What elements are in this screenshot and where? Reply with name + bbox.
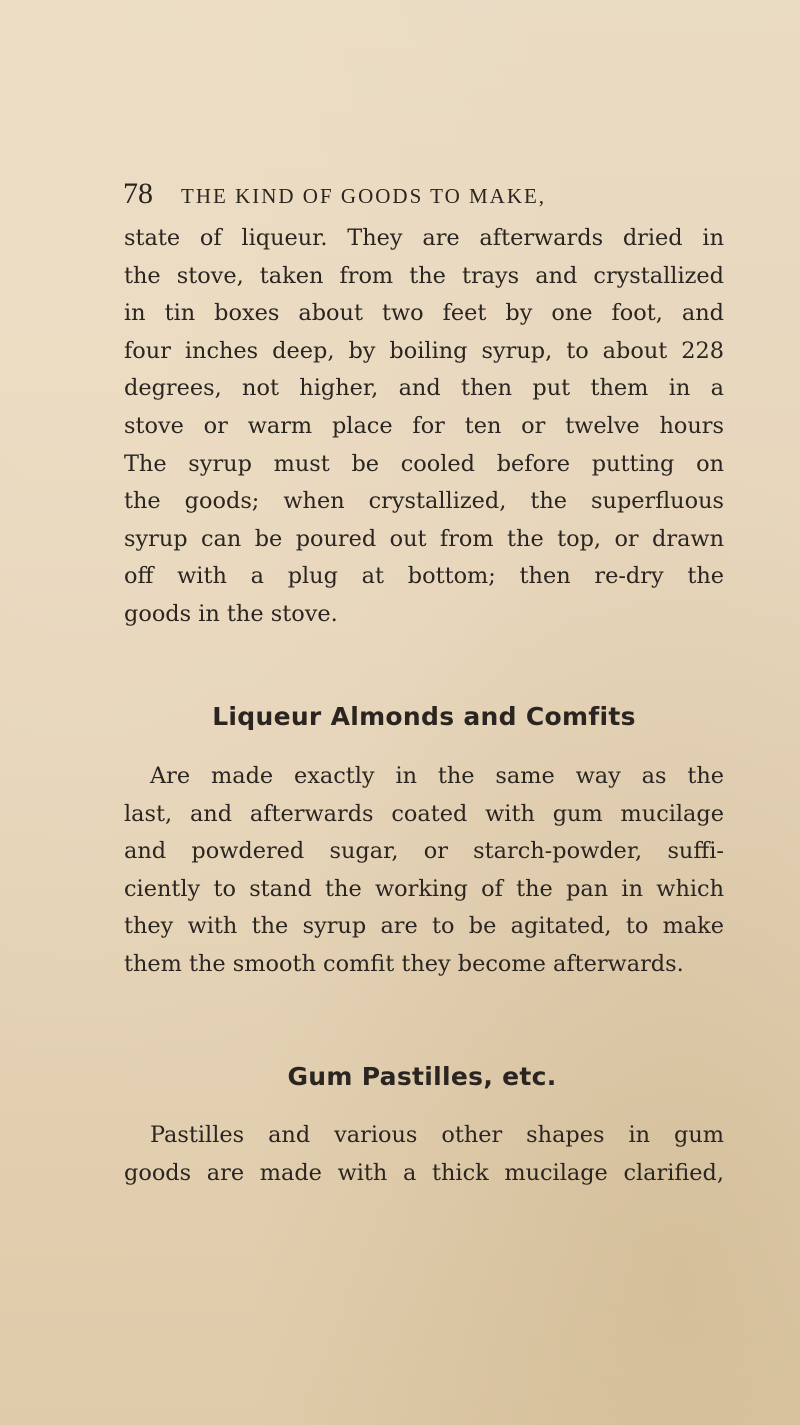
text-line: last, and afterwards coated with gum mucilage bbox=[124, 800, 724, 827]
text-line: The syrup must be cooled before putting on bbox=[124, 450, 724, 477]
text-line: stove or warm place for ten or twelve hours bbox=[124, 412, 724, 439]
section-heading: Gum Pastilles, etc. bbox=[287, 1062, 557, 1091]
paragraph-continued bbox=[124, 220, 724, 634]
paragraph-liqueur-almonds bbox=[124, 758, 724, 984]
text-line: off with a plug at bottom; then re-dry the bbox=[124, 563, 724, 590]
text-line: and powdered sugar, or starch-powder, suffi- bbox=[124, 838, 724, 865]
text-line: goods are made with a thick mucilage clarified, bbox=[124, 1159, 724, 1186]
paragraph-gum-pastilles bbox=[124, 1117, 724, 1192]
text-line: Pastilles and various other shapes in gum bbox=[150, 1122, 724, 1148]
page-header bbox=[123, 177, 683, 211]
text-line: state of liqueur. They are afterwards dried in bbox=[124, 225, 724, 251]
text-line: they with the syrup are to be agitated, to make bbox=[124, 913, 724, 940]
text-line: Are made exactly in the same way as the bbox=[150, 763, 724, 789]
text-line: in tin boxes about two feet by one foot, and bbox=[124, 300, 724, 327]
section-heading: Liqueur Almonds and Comfits bbox=[212, 702, 636, 731]
page-number: 78 bbox=[123, 177, 153, 210]
text-line: four inches deep, by boiling syrup, to about 228 bbox=[124, 337, 724, 364]
text-line: the stove, taken from the trays and crystallized bbox=[124, 262, 724, 289]
text-line: the goods; when crystallized, the superfluous bbox=[124, 488, 724, 515]
text-line: syrup can be poured out from the top, or drawn bbox=[124, 525, 724, 552]
text-line: ciently to stand the working of the pan in which bbox=[124, 875, 724, 902]
text-line: degrees, not higher, and then put them in a bbox=[124, 375, 724, 402]
text-line: goods in the stove. bbox=[124, 600, 338, 627]
running-head: THE KIND OF GOODS TO MAKE, bbox=[181, 184, 547, 208]
text-line: them the smooth comfit they become afterwards. bbox=[124, 950, 684, 977]
